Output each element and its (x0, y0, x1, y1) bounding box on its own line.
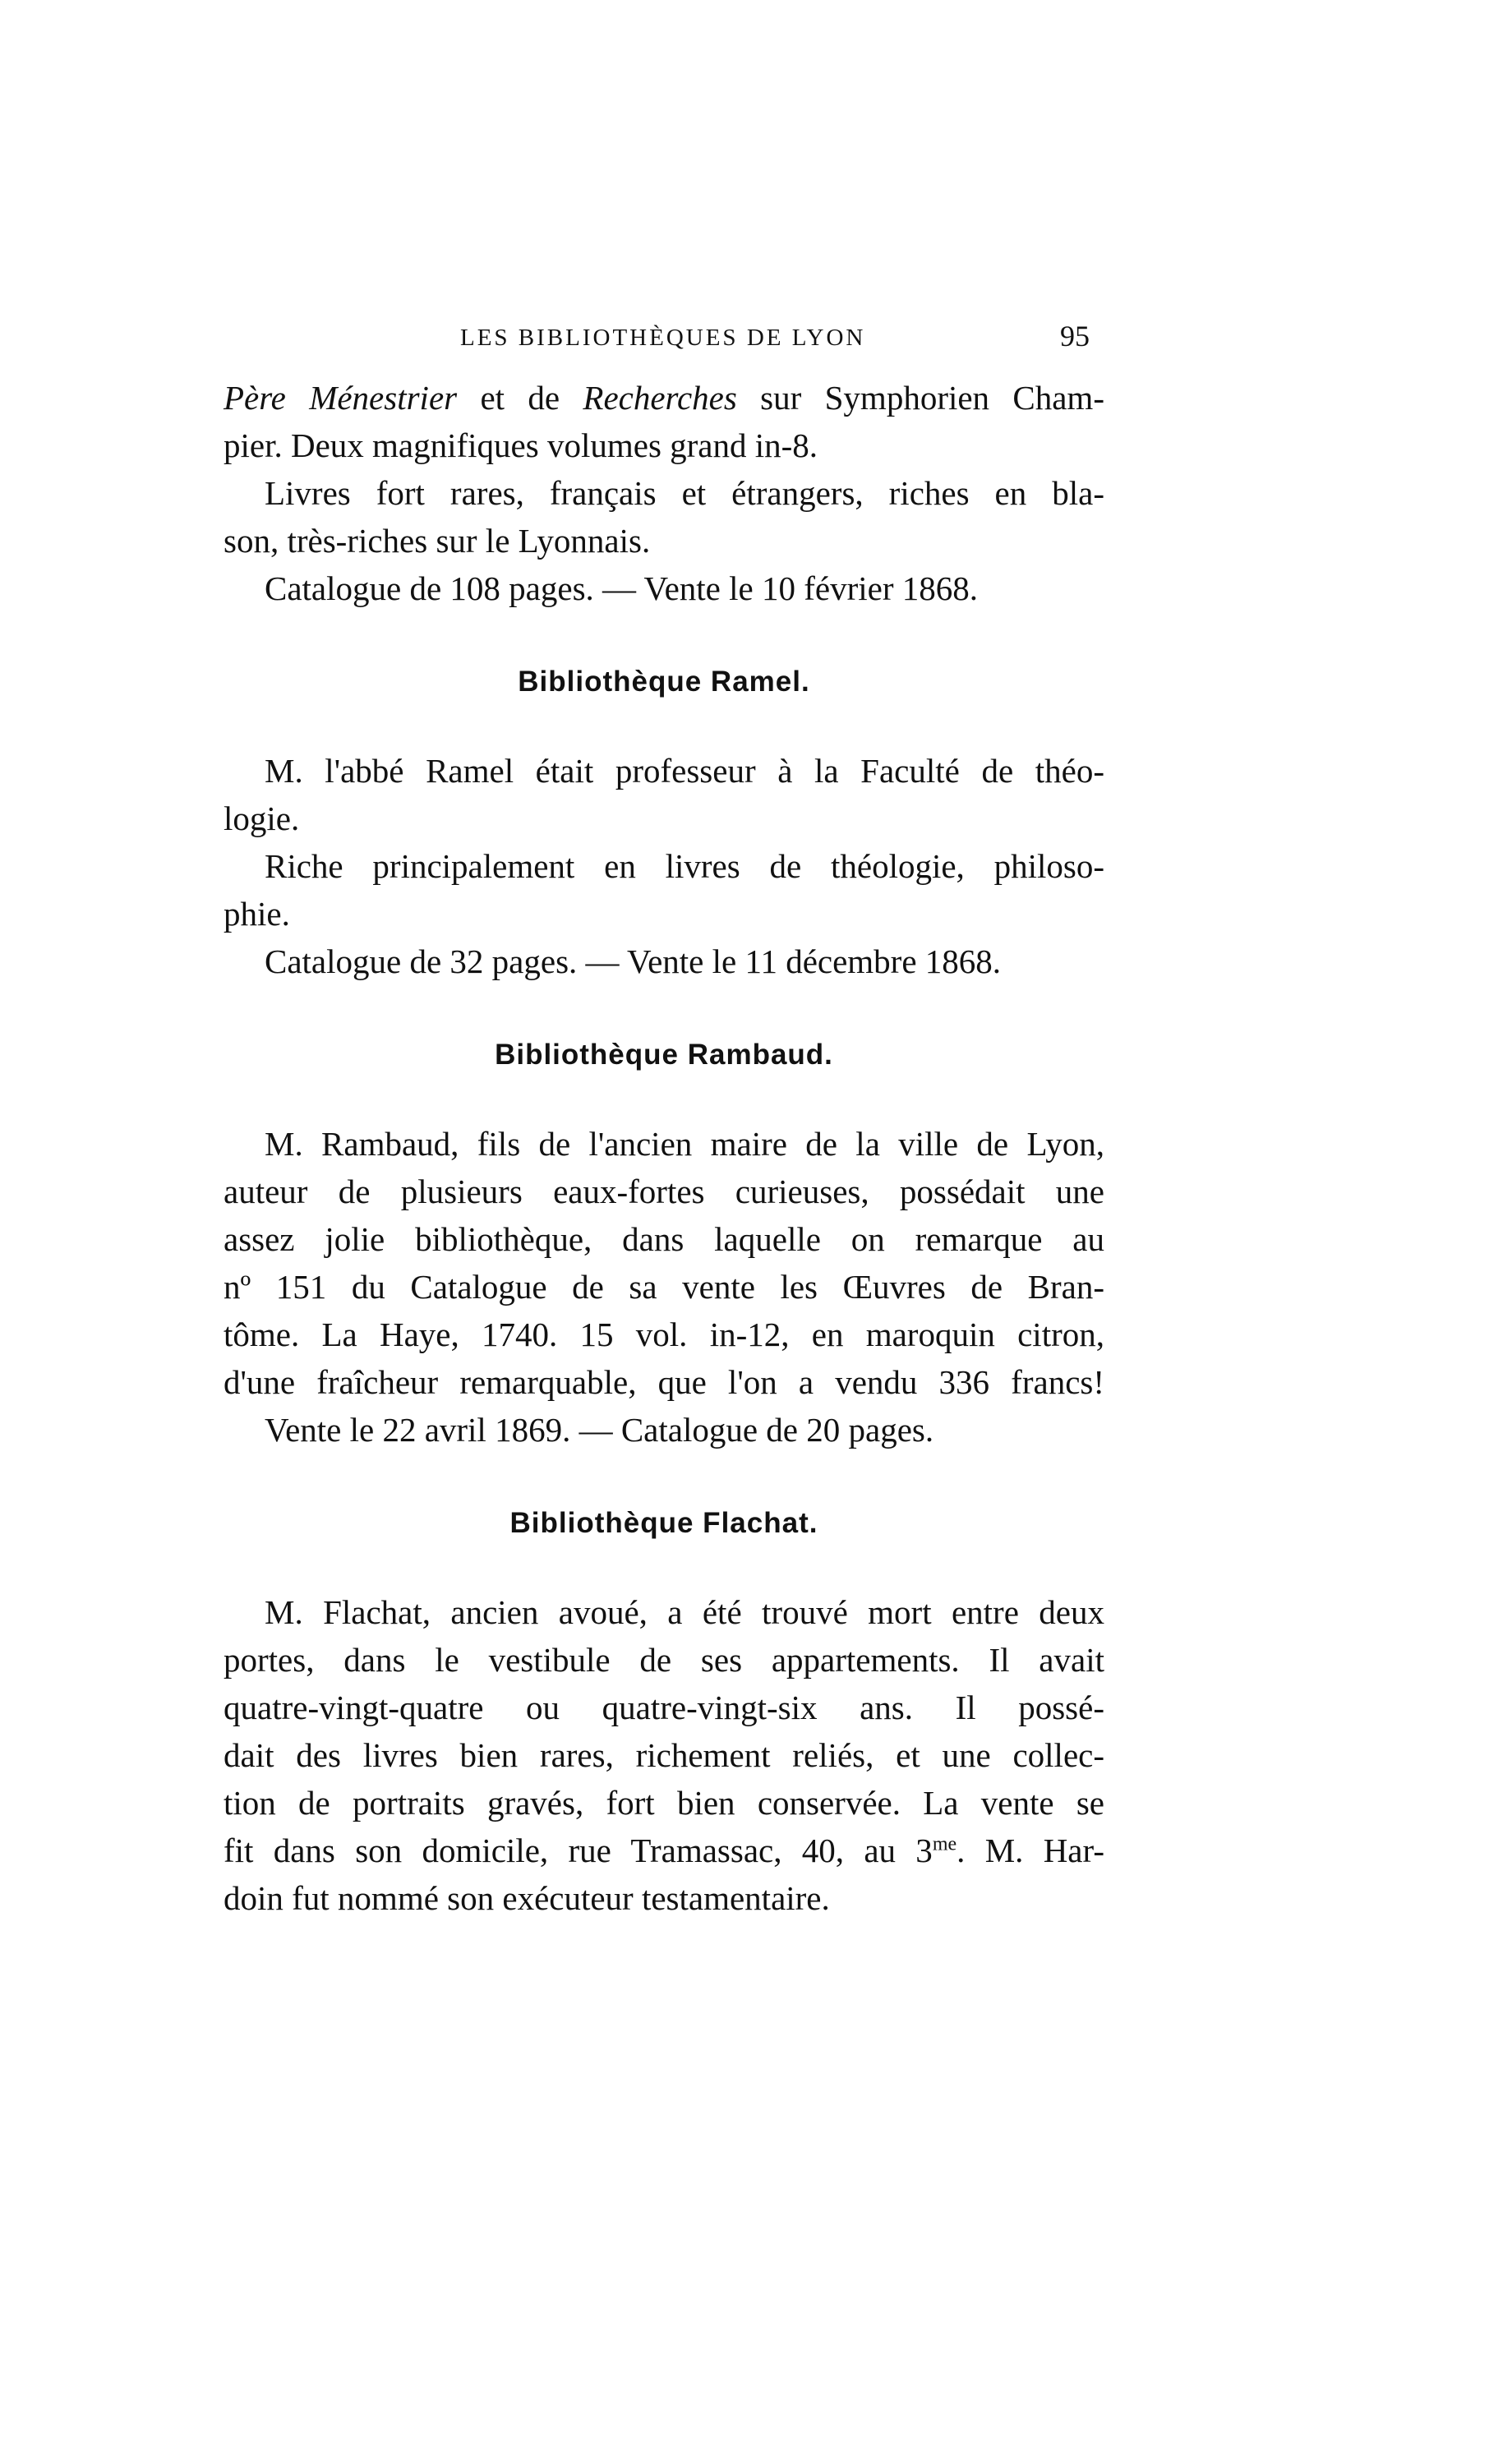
text-line: nº 151 du Catalogue de sa vente les Œuvres de Bran- (224, 1268, 1104, 1306)
text-fragment: sur Symphorien Cham- (736, 379, 1104, 417)
text-line: son, très-riches sur le Lyonnais. (224, 522, 651, 560)
page-number: 95 (1060, 320, 1090, 353)
text-line: M. Rambaud, fils de l'ancien maire de la ville de Lyon, (265, 1125, 1104, 1163)
text-line: auteur de plusieurs eaux-fortes curieuses, possédait une (224, 1173, 1104, 1210)
section-heading: Bibliothèque Ramel. (518, 666, 810, 698)
text-line: Vente le 22 avril 1869. — Catalogue de 20 pages. (265, 1411, 934, 1449)
text-fragment: et de (457, 379, 583, 417)
text-line (224, 374, 1104, 422)
text-line: Catalogue de 108 pages. — Vente le 10 février 1868. (265, 569, 978, 607)
intro-paragraph (224, 374, 1104, 612)
section-heading: Bibliothèque Flachat. (509, 1507, 818, 1539)
text-line: Catalogue de 32 pages. — Vente le 11 décembre 1868. (265, 942, 1002, 980)
text-line: phie. (224, 895, 290, 933)
italic-title: Recherches (583, 379, 737, 417)
text-line: logie. (224, 799, 300, 837)
italic-title: Père Ménestrier (224, 379, 458, 417)
superscript: me (932, 1833, 957, 1855)
text-line: doin fut nommé son exécuteur testamentaire. (224, 1879, 830, 1917)
text-fragment: . M. Har- (957, 1832, 1104, 1869)
text-line: Livres fort rares, français et étrangers, riches en bla- (265, 474, 1104, 512)
text-fragment: fit dans son domicile, rue Tramassac, 40, au 3 (224, 1832, 933, 1869)
section-paragraph (224, 1588, 1104, 1922)
text-line (224, 1827, 1104, 1874)
running-title: LES BIBLIOTHÈQUES DE LYON (460, 325, 866, 351)
text-line: assez jolie bibliothèque, dans laquelle on remarque au (224, 1220, 1104, 1258)
section-heading: Bibliothèque Rambaud. (495, 1039, 833, 1071)
text-line: quatre-vingt-quatre ou quatre-vingt-six ans. Il possé- (224, 1689, 1104, 1726)
text-line: M. Flachat, ancien avoué, a été trouvé mort entre deux (265, 1593, 1104, 1631)
text-line: d'une fraîcheur remarquable, que l'on a vendu 336 francs! (224, 1363, 1104, 1401)
body-text (224, 374, 1104, 1922)
text-line: M. l'abbé Ramel était professeur à la Faculté de théo- (265, 752, 1104, 790)
text-line: tôme. La Haye, 1740. 15 vol. in-12, en maroquin citron, (224, 1316, 1104, 1353)
text-line: pier. Deux magnifiques volumes grand in-8. (224, 426, 818, 464)
text-line: Riche principalement en livres de théologie, philoso- (265, 847, 1104, 885)
text-line: portes, dans le vestibule de ses appartements. Il avait (224, 1641, 1104, 1679)
section-paragraph (224, 747, 1104, 985)
text-line: dait des livres bien rares, richement reliés, et une collec- (224, 1736, 1104, 1774)
section-paragraph (224, 1120, 1104, 1454)
text-line: tion de portraits gravés, fort bien conservée. La vente se (224, 1784, 1104, 1822)
